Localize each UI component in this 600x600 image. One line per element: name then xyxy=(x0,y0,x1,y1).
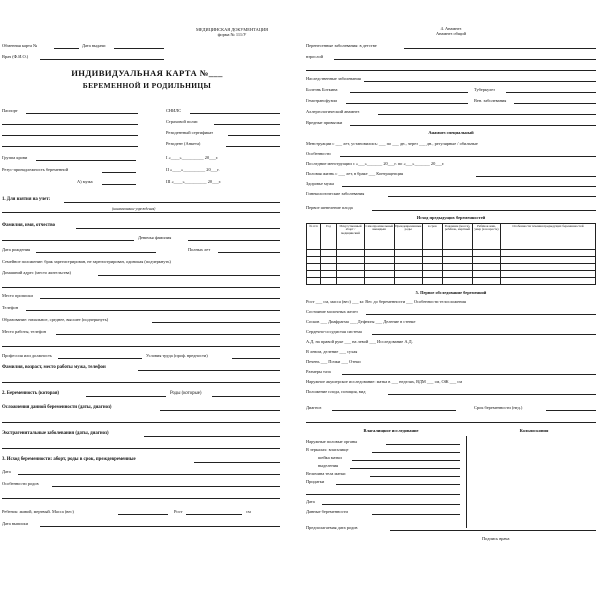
blood-date-3: III «____»__________ 20___г. xyxy=(166,176,222,187)
menses-label: Менструации с ___ лет, установились: ___ по ___ дн., через ___ дн., регулярные / обильные xyxy=(306,141,478,146)
colposcopy-header: Кольпоскопия xyxy=(519,428,549,433)
address-row xyxy=(2,267,292,278)
exchange-card-label: Обменная карта № xyxy=(2,43,38,48)
growth-label: Рост xyxy=(174,506,184,517)
blood-row-1 xyxy=(2,152,292,163)
preg-data-label: Данные беременности xyxy=(306,509,348,514)
workplace-label: Место работы, телефон xyxy=(2,329,47,334)
childhood-diseases-label: Перенесенные заболевания: в детстве xyxy=(306,43,377,48)
dob-row xyxy=(2,244,292,255)
profession-row xyxy=(2,350,292,361)
dob-label: Дата рождения xyxy=(2,247,31,252)
work-line-2 xyxy=(2,338,292,349)
prev-col-abortion: Искусственный аборт / медицинский xyxy=(337,224,365,250)
vag-cervix-label: шейка матки xyxy=(306,455,343,460)
anamnesis-title: 4. Анамнез xyxy=(440,26,462,31)
exam-breast-label: Состояние молочных желез xyxy=(306,309,358,314)
discharge-label: Дата выписки xyxy=(2,521,29,526)
registration-label: Место прописки xyxy=(2,293,33,298)
botkin-row xyxy=(306,84,596,95)
complications-row xyxy=(2,402,292,413)
prev-col-features: Особенности течения предыдущих беременностей xyxy=(500,224,595,250)
extragenital-label: Экстрагенитальные заболевания (даты, диагноз) xyxy=(2,431,109,436)
section-1-label: 1. Для взятия на учет: xyxy=(2,197,51,202)
venereal-label: Вен. заболевания xyxy=(474,95,507,106)
prev-col-birthweight: Рождение (масса), ребёнок, мертвый xyxy=(442,224,472,250)
husband-info-label: Фамилия, возраст, место работы мужа, телефон xyxy=(2,365,106,370)
sex-life-label: Половая жизнь с ___ лет, в браке ___ Контрацепция xyxy=(306,171,404,176)
allergy-row xyxy=(306,106,596,117)
card-subtitle: БЕРЕМЕННОЙ И РОДИЛЬНИЦЫ xyxy=(82,81,212,90)
hereditary-label: Наследственные заболевания xyxy=(306,76,361,81)
anamnesis-header xyxy=(386,26,516,36)
header-line-2: форма № 111/У xyxy=(217,32,247,37)
exam-row-9 xyxy=(306,386,596,397)
profession-label: Профессия или должность xyxy=(2,353,52,358)
tuberculosis-label: Туберкулез xyxy=(474,84,496,95)
education-row xyxy=(2,314,292,325)
habits-label: Вредные привычки xyxy=(306,120,343,125)
doctor-signature-label: Подпись врача xyxy=(482,533,510,544)
pregnancy-row xyxy=(2,388,292,399)
blood-date-2: II «____»__________ 20___г. xyxy=(166,164,221,175)
resident-form-row xyxy=(2,138,292,149)
exam-nipples-label: Сосков ___ Диафрагма ___ Дефекты ___ Деление в стенке xyxy=(306,319,416,324)
prev-pregnancies-table xyxy=(306,223,596,285)
issue-date-label: Дата выдачи xyxy=(82,40,106,51)
vag-discharge-label: выделения xyxy=(306,463,339,468)
allergy-label: Аллергологический анамнез xyxy=(306,109,360,114)
outcome-date-row xyxy=(2,466,292,477)
adult-diseases-label: взрослой xyxy=(306,54,323,59)
institution-line xyxy=(2,204,292,215)
card-left-page xyxy=(2,22,292,542)
work-row xyxy=(2,326,292,337)
hereditary-row xyxy=(306,73,596,84)
gyn-diseases-row xyxy=(306,188,596,199)
exam-external-label: Наружное акушерское исследование: матка в ___ неделях, ВДМ ___ см, ОЖ ___ см xyxy=(306,379,463,384)
adult-diseases-row xyxy=(306,51,596,62)
card-right-page xyxy=(306,22,596,542)
document-header xyxy=(172,27,292,37)
resident-row xyxy=(2,127,292,138)
outcome-date-label: Дата xyxy=(2,469,11,474)
prev-col-child-status: Ребёнок жив, умер (в возрасте) xyxy=(472,224,500,250)
registration-row xyxy=(2,290,292,301)
exam-fetus-label: Положение плода, позиция, вид xyxy=(306,389,366,394)
full-years-label: Полных лет xyxy=(188,244,211,255)
term-label: Срок беременности (нед.) xyxy=(474,402,523,413)
work-conditions-label: Условия труда (проф. вредности) xyxy=(146,350,209,361)
extragenital-line-2 xyxy=(2,440,292,451)
due-date-label: Дата xyxy=(306,499,315,504)
vaginal-exam-header: Влагалищное исследование xyxy=(363,428,419,433)
complications-label: Осложнения данной беременности (даты, диагноз) xyxy=(2,405,112,410)
prev-col-year: Год xyxy=(321,224,337,250)
policy-label: Страховой полис xyxy=(166,116,199,127)
habits-row xyxy=(306,117,596,128)
blood-row-2 xyxy=(2,164,292,175)
phone-label: Телефон xyxy=(2,305,19,310)
husband-label: А) мужа xyxy=(77,176,94,187)
preg-data-row xyxy=(306,506,464,517)
prev-col-miscarriage: Самопроизвольный выкидыш xyxy=(365,224,395,250)
diagnosis-label: Диагноз xyxy=(306,405,322,410)
fio-label: Фамилия, имя, отчество xyxy=(2,223,56,228)
menses-features-label: Особенности xyxy=(306,151,331,156)
birth-features-line-2 xyxy=(2,490,292,501)
maiden-label: Девичья фамилия xyxy=(138,232,172,243)
prev-col-preterm: Преждевременные роды xyxy=(394,224,422,250)
passport-label: Паспорт xyxy=(2,108,18,113)
child-row xyxy=(2,506,292,517)
address-line-2 xyxy=(2,279,292,290)
exam-left-label: В левом, деление ___ сухая xyxy=(306,349,358,354)
vag-adnexa-label: Придатки xyxy=(306,479,325,484)
education-label: Образование: начальное, среднее, высшее (подчеркнуть) xyxy=(2,317,109,322)
birth-features-row xyxy=(2,478,292,489)
resident-cert-label: Резидентный сертификат xyxy=(166,127,214,138)
expected-date-label: Предполагаемая дата родов xyxy=(306,525,358,530)
complications-line-2 xyxy=(2,414,292,425)
exam-liver-label: Печень ___ Почки ___ Отеки xyxy=(306,359,361,364)
vaginal-divider xyxy=(466,436,467,528)
prev-pregnancies-header: Исход предыдущих беременностей xyxy=(416,215,486,220)
card-title: ИНДИВИДУАЛЬНАЯ КАРТА №___ xyxy=(71,68,223,78)
prev-col-num: № п/п xyxy=(307,224,321,250)
policy-row xyxy=(2,116,292,127)
gyn-diseases-label: Гинекологические заболевания xyxy=(306,191,365,196)
child-label: Ребенок: живой, мертвый. Масса (вес) xyxy=(2,509,74,514)
exam-pelvis-label: Размеры таза xyxy=(306,369,331,374)
institution-sub: (наименование учреждения) xyxy=(112,207,156,211)
rh-label: Резус-принадлежность беременной xyxy=(2,167,69,172)
special-anamnesis-header: Анамнез специальный xyxy=(428,130,474,135)
husband-row xyxy=(2,362,292,373)
exchange-card-row xyxy=(2,40,292,51)
phone-row xyxy=(2,302,292,313)
diagnosis-row xyxy=(306,402,596,413)
anamnesis-general: Анамнез общий xyxy=(436,31,466,36)
doctor-label: Врач (Ф.И.О.) xyxy=(2,54,29,59)
signature-row xyxy=(306,533,596,544)
snils-label: СНИЛС xyxy=(166,105,182,116)
transfusion-label: Гемотрансфузии xyxy=(306,98,337,103)
pregnancy-label: 2. Беременность (которая) xyxy=(2,391,60,396)
doctor-row xyxy=(2,51,292,62)
last-menses-label: Последние менструации с «___»_______ 20___г. по «___»_______ 20___г. xyxy=(306,161,445,166)
outcome-label: 3. Исход беременности: аборт, роды в срок, преждевременные xyxy=(2,457,136,462)
vag-uterus-label: Величина тела матки xyxy=(306,471,346,476)
passport-row xyxy=(2,105,292,116)
expected-date-row xyxy=(306,522,596,533)
vag-mirrors-label: В зеркалах: влагалище xyxy=(306,447,349,452)
husband-health-label: Здоровье мужа xyxy=(306,181,334,186)
prev-col-term: в срок xyxy=(422,224,442,250)
marital-row xyxy=(2,256,292,267)
blood-date-1: I «____»__________ 20___г. xyxy=(166,152,219,163)
cm-label: см xyxy=(246,506,252,517)
address-label: Домашний адрес (место жительства) xyxy=(2,270,71,275)
discharge-row xyxy=(2,518,292,529)
vag-external-label: Наружные половые органы xyxy=(306,439,358,444)
header-line-1: МЕДИЦИНСКАЯ ДОКУМЕНТАЦИЯ xyxy=(195,27,269,32)
blood-row-3 xyxy=(2,176,292,187)
first-movement-label: Первое шевеление плода xyxy=(306,205,353,210)
exam-cardio-label: Сердечно-сосудистая система xyxy=(306,329,362,334)
husband-line-2 xyxy=(2,374,292,385)
fio-row xyxy=(2,220,292,231)
marital-label: Семейное положение: брак зарегистрирован, не зарегистрирован, одинокая (подчеркнуть) xyxy=(2,259,171,264)
first-exam-header: 5. Первое обследование беременной xyxy=(415,290,487,295)
outcome-row xyxy=(2,454,292,465)
childhood-diseases-row xyxy=(306,40,596,51)
anam-blank-1 xyxy=(306,62,596,73)
resident-form-label: Резидент (Анкета) xyxy=(166,138,201,149)
extragenital-row xyxy=(2,428,292,439)
exam-bp-label: А.Д. на правой руке ___ на левой ___ Исследование А.Д. xyxy=(306,339,413,344)
maiden-row xyxy=(2,232,292,243)
transfusion-row xyxy=(306,95,596,106)
births-label: Роды (которые) xyxy=(170,388,202,399)
blood-group-label: Группа крови xyxy=(2,155,28,160)
exam-height-label: Рост ___ см, масса (вес) ___ кг. Вес до беременности ___ Особенности телосложения xyxy=(306,299,466,304)
first-movement-row xyxy=(306,202,596,213)
botkin-label: Болезнь Боткина xyxy=(306,87,338,92)
birth-features-label: Особенности родов xyxy=(2,481,39,486)
diagnosis-line-2 xyxy=(306,414,596,425)
